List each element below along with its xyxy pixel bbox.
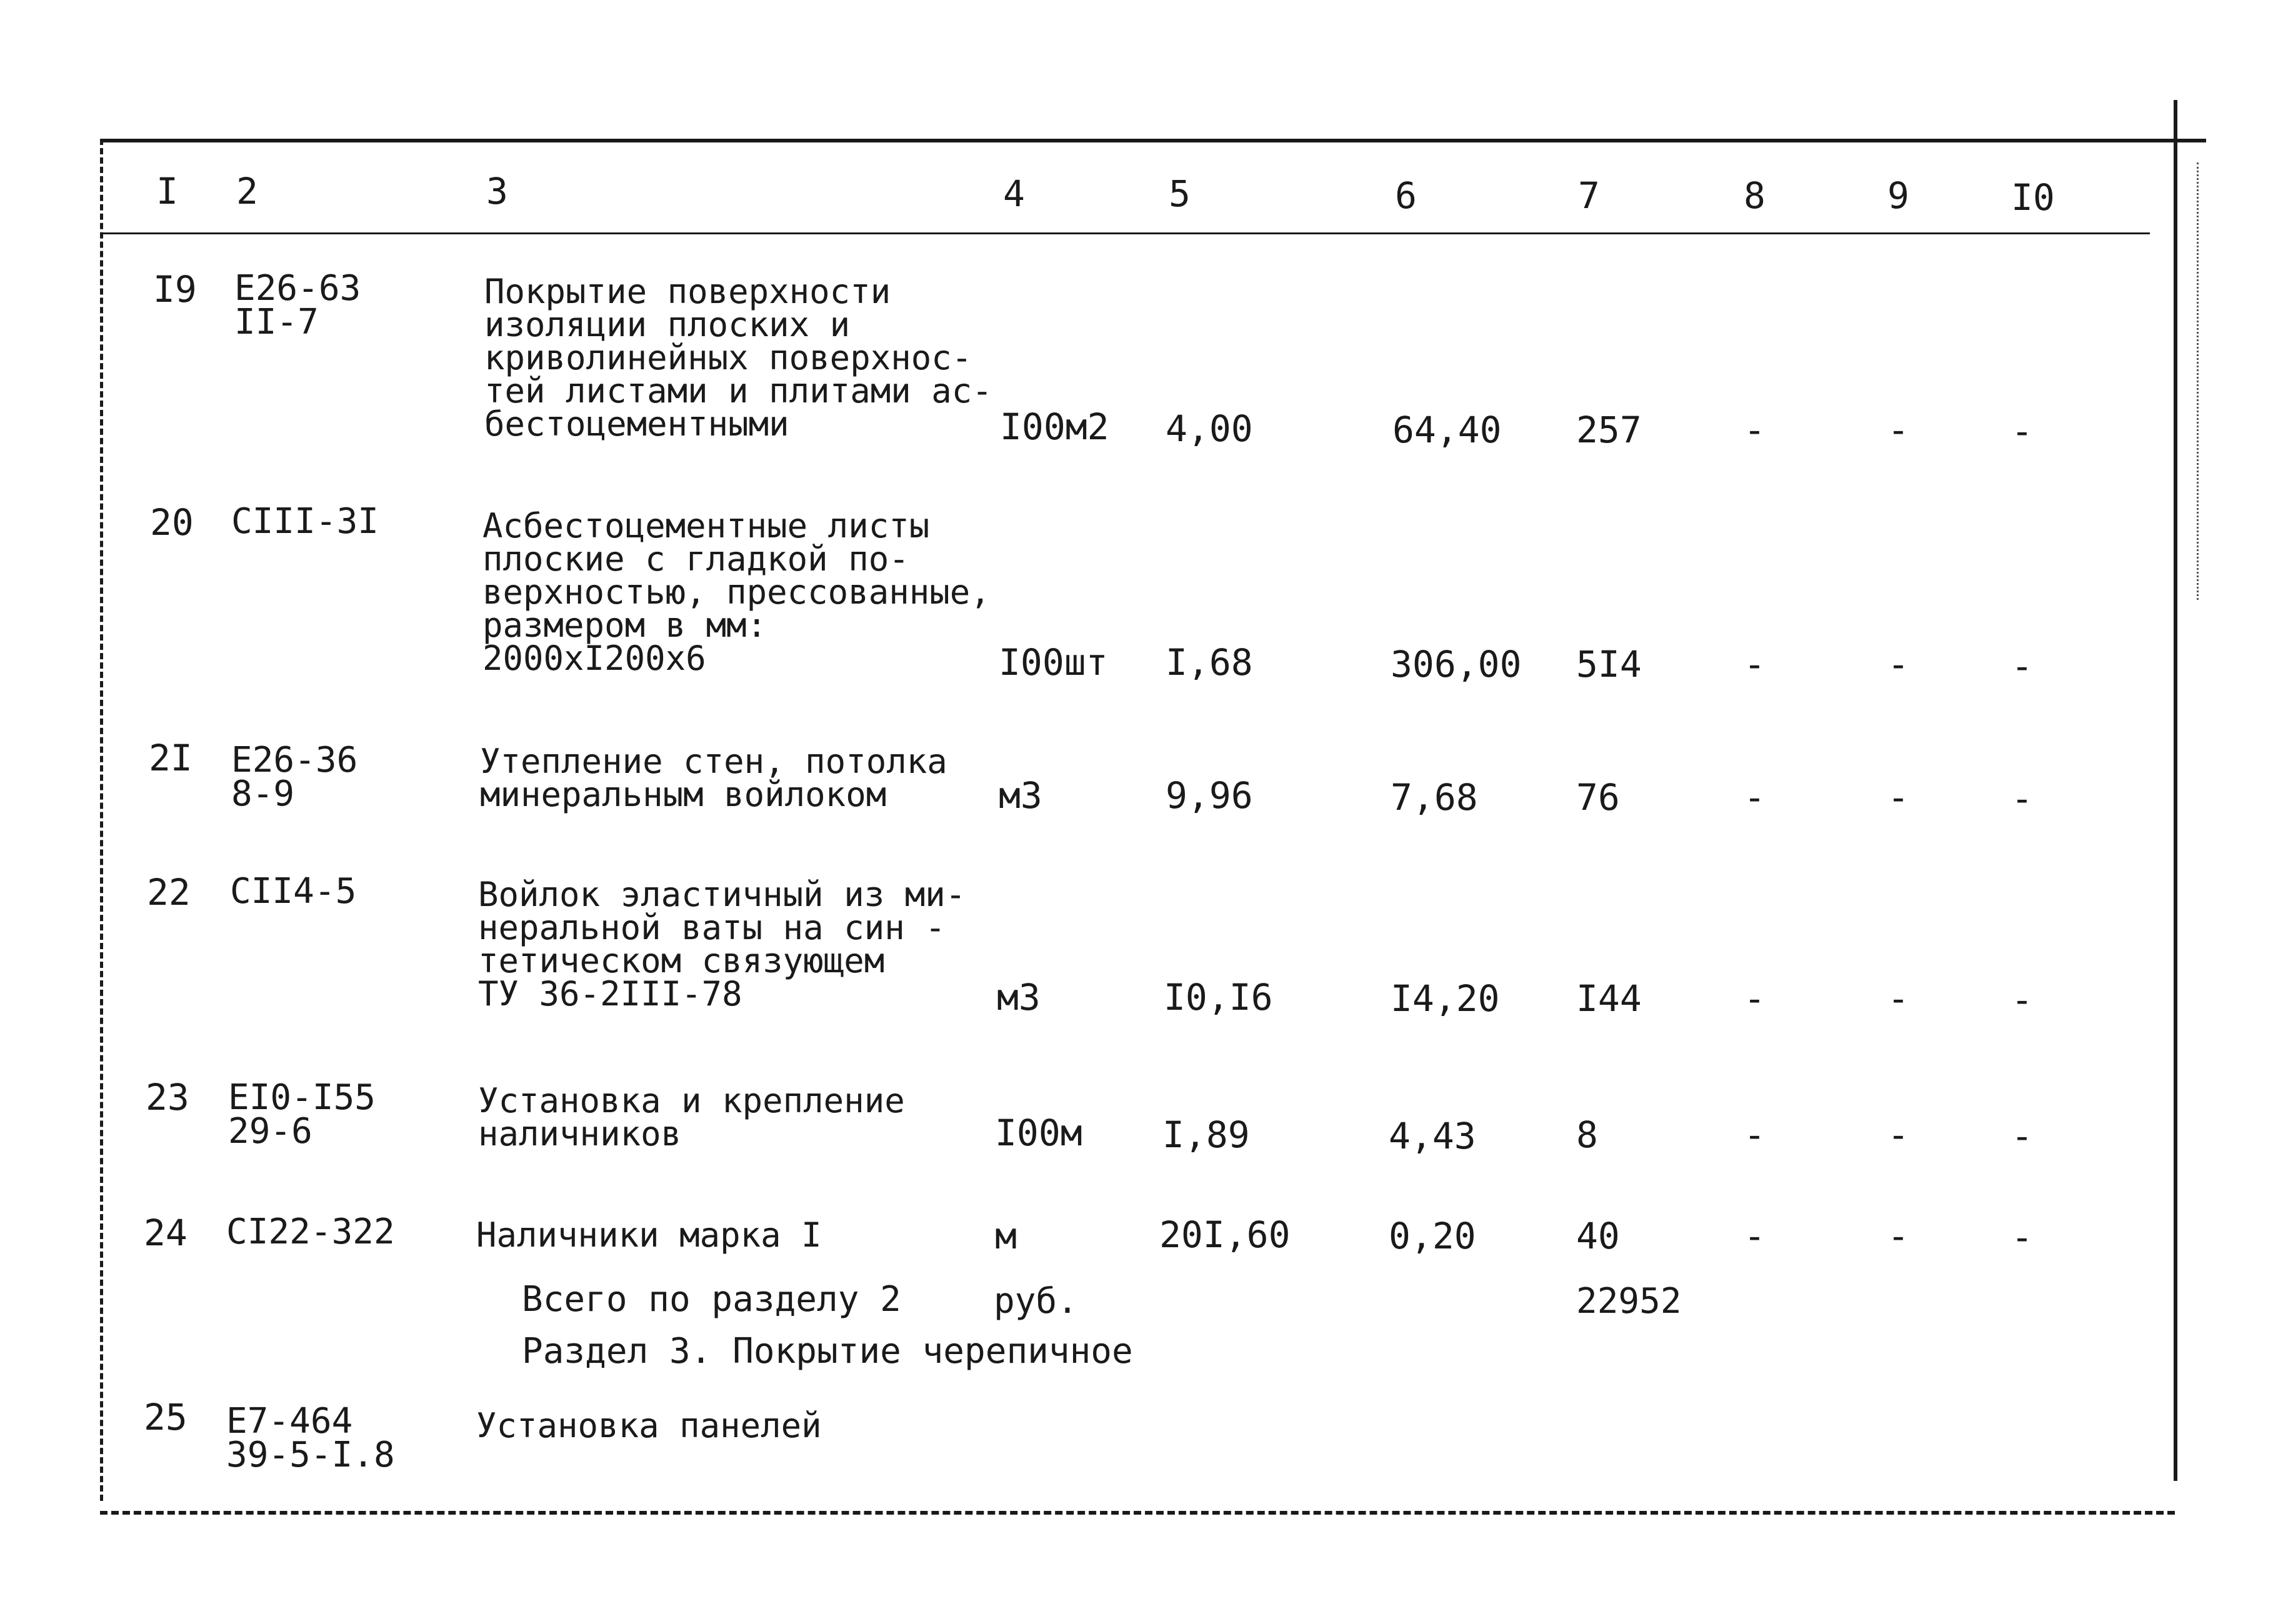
margin-marks bbox=[2197, 162, 2199, 600]
row-qty: I,89 bbox=[1162, 1113, 1250, 1156]
row-col9: - bbox=[1887, 977, 1909, 1020]
row-name: Наличники марка I bbox=[476, 1215, 822, 1255]
col-header-9: 9 bbox=[1887, 174, 1909, 217]
row-name: Войлок эластичный из ми- неральной ваты на син - тетическом связующем ТУ 36-2III-78 bbox=[478, 875, 966, 1014]
row-qty: 9,96 bbox=[1166, 774, 1253, 817]
col-header-2: 2 bbox=[236, 170, 258, 212]
row-unit: м bbox=[995, 1215, 1017, 1257]
row-qty: 20I,60 bbox=[1159, 1213, 1291, 1256]
row-total: 5I4 bbox=[1576, 643, 1642, 685]
row-col9: - bbox=[1887, 643, 1909, 685]
row-unit: м3 bbox=[999, 774, 1042, 817]
row-col9: - bbox=[1887, 409, 1909, 451]
row-code: CII4-5 bbox=[230, 871, 357, 912]
frame-right-rule bbox=[2174, 100, 2177, 1481]
row-no: 2I bbox=[149, 737, 192, 779]
row-price: 306,00 bbox=[1391, 643, 1522, 685]
row-total: 8 bbox=[1576, 1113, 1598, 1156]
row-total: 76 bbox=[1576, 776, 1620, 819]
row-price: 64,40 bbox=[1392, 409, 1502, 451]
row-code: E26-36 8-9 bbox=[231, 740, 358, 814]
row-no: 23 bbox=[146, 1076, 189, 1118]
row-total: 40 bbox=[1576, 1215, 1620, 1257]
row-col9: - bbox=[1887, 1113, 1909, 1156]
row-col8: - bbox=[1744, 1215, 1766, 1257]
row-unit: I00м bbox=[995, 1112, 1082, 1154]
row-name: Утепление стен, потолка минеральным войлоком bbox=[480, 742, 947, 814]
row-code: CI22-322 bbox=[226, 1212, 395, 1252]
row-name: Установка панелей bbox=[476, 1406, 822, 1445]
row-qty: I0,I6 bbox=[1164, 976, 1273, 1019]
row-code: E7-464 39-5-I.8 bbox=[226, 1401, 395, 1475]
col-header-5: 5 bbox=[1169, 172, 1191, 215]
row-col8: - bbox=[1744, 977, 1766, 1020]
col-header-3: 3 bbox=[486, 170, 508, 212]
col-header-1: I bbox=[156, 170, 178, 212]
col-header-10: I0 bbox=[2011, 176, 2055, 219]
row-col8: - bbox=[1744, 643, 1766, 685]
row-col10: - bbox=[2011, 979, 2033, 1021]
row-col8: - bbox=[1744, 776, 1766, 819]
row-no: 25 bbox=[144, 1396, 187, 1438]
row-price: 7,68 bbox=[1391, 776, 1478, 819]
row-total: I44 bbox=[1576, 977, 1642, 1020]
row-col9: - bbox=[1887, 776, 1909, 819]
row-col10: - bbox=[2011, 645, 2033, 687]
row-unit: I00м2 bbox=[1000, 406, 1109, 448]
row-qty: 4,00 bbox=[1166, 407, 1253, 450]
row-qty: I,68 bbox=[1166, 641, 1253, 684]
row-no: 20 bbox=[150, 501, 194, 544]
row-total: 257 bbox=[1576, 409, 1642, 451]
section-total-unit: руб. bbox=[994, 1281, 1078, 1322]
frame-bottom-rule bbox=[100, 1511, 2175, 1515]
row-name: Асбестоцементные листы плоские с гладкой по- верхностью, прессованные, размером в мм: 2000xI200x6 bbox=[482, 506, 991, 678]
row-no: 24 bbox=[144, 1212, 187, 1254]
row-price: 0,20 bbox=[1389, 1215, 1476, 1257]
row-code: CIII-3I bbox=[231, 501, 379, 542]
col-header-7: 7 bbox=[1578, 174, 1600, 217]
row-col10: - bbox=[2011, 1115, 2033, 1157]
row-code: EI0-I55 29-6 bbox=[228, 1077, 376, 1152]
row-no: 22 bbox=[147, 871, 191, 914]
header-separator-rule bbox=[103, 232, 2150, 234]
section-total-label: Всего по разделу 2 bbox=[522, 1279, 901, 1320]
row-unit: м3 bbox=[997, 976, 1041, 1019]
row-col10: - bbox=[2011, 777, 2033, 820]
row-unit: I00шт bbox=[999, 641, 1108, 684]
frame-left-rule bbox=[100, 139, 103, 1501]
row-col10: - bbox=[2011, 410, 2033, 452]
col-header-4: 4 bbox=[1003, 172, 1025, 215]
row-col10: - bbox=[2011, 1216, 2033, 1258]
row-col8: - bbox=[1744, 409, 1766, 451]
row-col8: - bbox=[1744, 1113, 1766, 1156]
row-code: E26-63 II-7 bbox=[234, 268, 361, 342]
section-heading: Раздел 3. Покрытие черепичное bbox=[522, 1331, 1133, 1372]
col-header-6: 6 bbox=[1395, 174, 1417, 217]
row-name: Установка и крепление наличников bbox=[478, 1081, 905, 1153]
row-no: I9 bbox=[153, 268, 197, 311]
row-name: Покрытие поверхности изоляции плоских и криволинейных поверхнос- тей листами и плитами ас- бестоцементными bbox=[484, 272, 992, 444]
row-col9: - bbox=[1887, 1215, 1909, 1257]
row-price: I4,20 bbox=[1391, 977, 1500, 1020]
frame-top-rule bbox=[103, 139, 2206, 142]
col-header-8: 8 bbox=[1744, 174, 1766, 217]
section-total-value: 22952 bbox=[1576, 1281, 1682, 1322]
row-price: 4,43 bbox=[1389, 1115, 1476, 1157]
